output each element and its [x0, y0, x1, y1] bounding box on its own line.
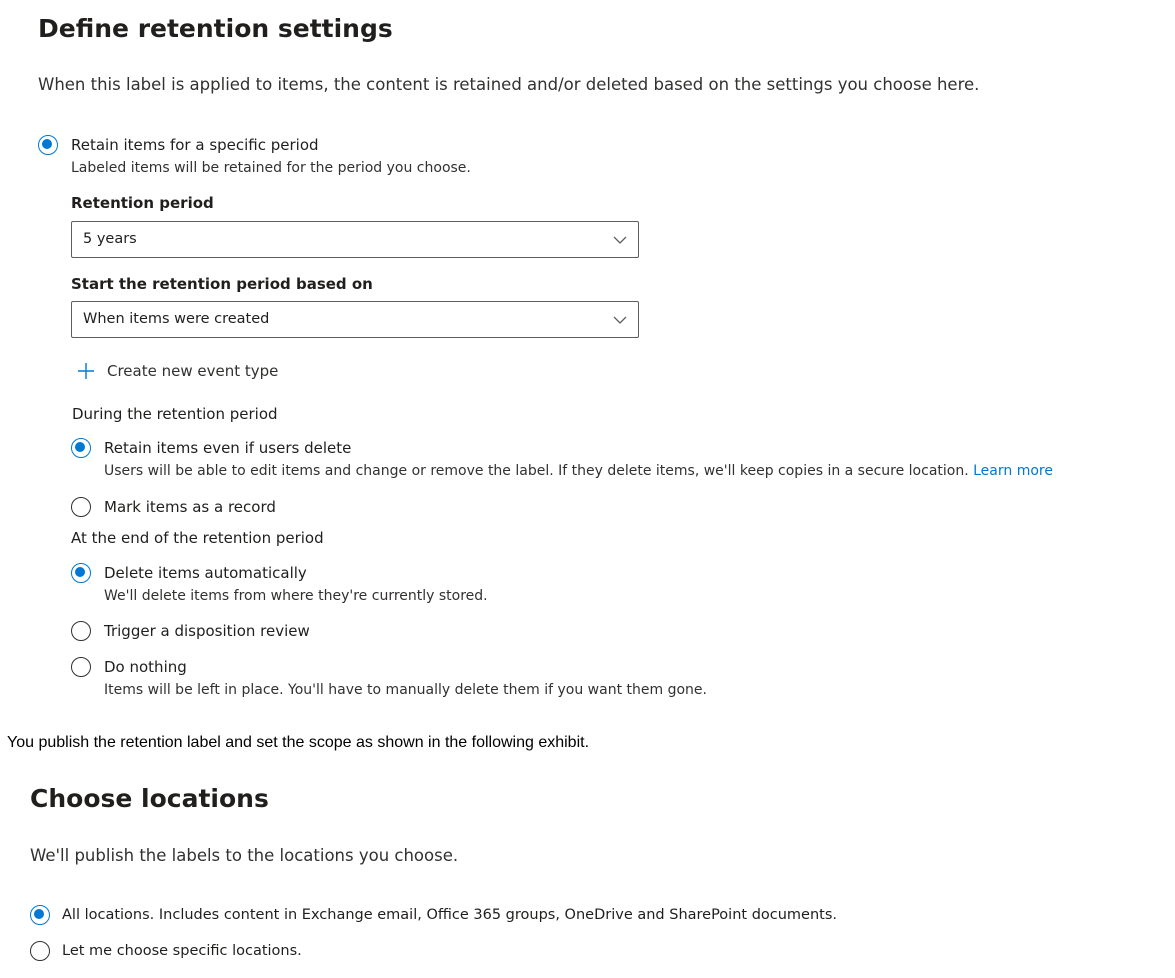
plus-icon: [76, 361, 96, 381]
delete-automatically-radio[interactable]: [71, 563, 91, 583]
start-based-on-value: When items were created: [83, 311, 270, 327]
all-locations-label[interactable]: All locations. Includes content in Exchange email, Office 365 groups, OneDrive and SharePoint documents.: [62, 907, 838, 923]
retention-intro: When this label is applied to items, the content is retained and/or deleted based on the settings you choose here.: [38, 75, 980, 94]
do-nothing-radio[interactable]: [71, 657, 91, 677]
retention-period-dropdown[interactable]: [71, 221, 639, 258]
mark-as-record-label[interactable]: Mark items as a record: [104, 498, 276, 516]
specific-locations-radio[interactable]: [30, 941, 50, 961]
chevron-down-icon: [612, 313, 628, 327]
exhibit-text: You publish the retention label and set the scope as shown in the following exhibit.: [7, 734, 590, 751]
delete-automatically-label[interactable]: Delete items automatically: [104, 564, 307, 582]
learn-more-link[interactable]: Learn more: [973, 463, 1053, 479]
locations-intro: We'll publish the labels to the locations you choose.: [30, 846, 459, 865]
disposition-review-label[interactable]: Trigger a disposition review: [104, 622, 310, 640]
retain-even-if-deleted-description: Users will be able to edit items and change or remove the label. If they delete items, we'll keep copies in a secure location. Learn more: [104, 463, 1053, 479]
delete-automatically-description: We'll delete items from where they're currently stored.: [104, 588, 488, 604]
start-based-on-dropdown[interactable]: [71, 301, 639, 338]
all-locations-radio[interactable]: [30, 905, 50, 925]
retain-period-label[interactable]: Retain items for a specific period: [71, 136, 319, 154]
do-nothing-description: Items will be left in place. You'll have to manually delete them if you want them gone.: [104, 682, 707, 698]
do-nothing-label[interactable]: Do nothing: [104, 658, 187, 676]
retain-period-radio[interactable]: [38, 135, 58, 155]
locations-title: Choose locations: [30, 784, 269, 813]
specific-locations-label[interactable]: Let me choose specific locations.: [62, 943, 302, 959]
start-based-on-label: Start the retention period based on: [71, 275, 373, 293]
retain-even-if-deleted-radio[interactable]: [71, 438, 91, 458]
chevron-down-icon: [612, 233, 628, 247]
page-title: Define retention settings: [38, 14, 393, 43]
retain-period-description: Labeled items will be retained for the period you choose.: [71, 160, 471, 176]
retention-period-value: 5 years: [83, 231, 137, 247]
create-event-type-label: Create new event type: [107, 362, 279, 380]
end-period-label: At the end of the retention period: [71, 529, 324, 547]
retain-even-if-deleted-label[interactable]: Retain items even if users delete: [104, 439, 352, 457]
during-period-label: During the retention period: [72, 405, 278, 423]
retention-period-label: Retention period: [71, 194, 214, 212]
mark-as-record-radio[interactable]: [71, 497, 91, 517]
disposition-review-radio[interactable]: [71, 621, 91, 641]
